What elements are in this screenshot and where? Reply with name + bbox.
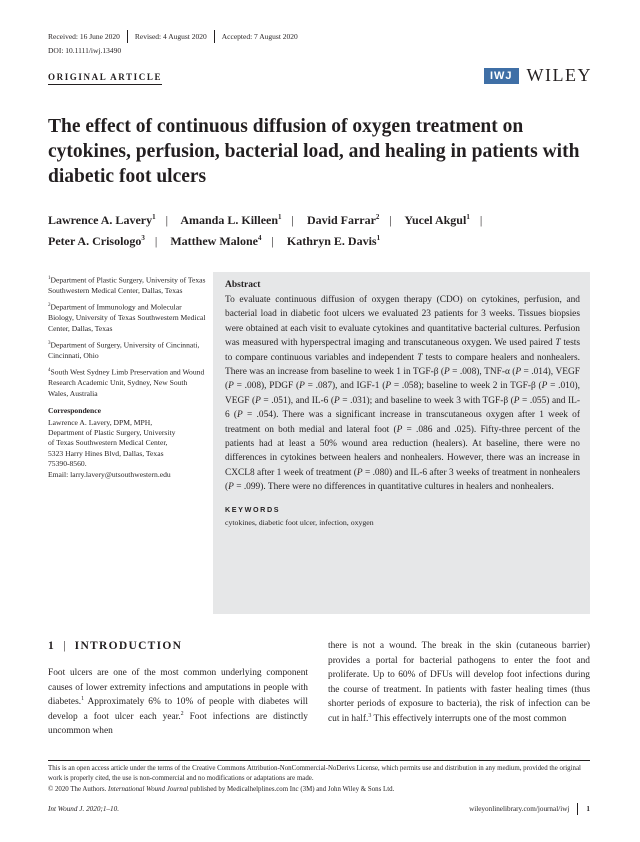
author-separator: |	[291, 213, 294, 227]
affiliation	[48, 339, 208, 361]
publisher-brand	[484, 65, 592, 86]
journal-name: International Wound Journal	[108, 785, 189, 793]
affiliation	[48, 366, 208, 399]
author-separator: |	[389, 213, 392, 227]
section-number: 1	[48, 640, 56, 652]
accepted-date: Accepted: 7 August 2020	[221, 31, 298, 41]
author-separator: |	[165, 213, 168, 227]
affiliation-number: 4	[48, 368, 51, 374]
keywords: cytokines, diabetic foot ulcer, infection, oxygen	[225, 517, 374, 527]
affiliation-list	[48, 274, 208, 399]
address-line: 75390-8560.	[48, 459, 87, 469]
divider	[577, 803, 578, 815]
affiliation-text: Department of Surgery, University of Cincinnati, Cincinnati, Ohio	[48, 340, 200, 361]
author-name: Peter A. Crisologo$^3$	[48, 234, 145, 248]
article-type: ORIGINAL ARTICLE	[48, 72, 162, 85]
author-affil-number: 1	[466, 213, 470, 221]
body-column-right: there is not a wound. The break in the skin (cutaneous barrier) provides a portal for bacterial pathogens to enter the foot and proliferate. Up to 60% of DFUs will develop foot infections during the course of treatment. In patients with faster healing times (thus shorter periods of exposure to bacteria), the risk of infection can be cut in half.$^3$ This effectively interrupts one of the most common	[328, 641, 590, 724]
address-line: 5323 Harry Hines Blvd, Dallas, Texas	[48, 448, 164, 458]
publisher-logo: WILEY	[526, 65, 592, 85]
affiliation	[48, 274, 208, 296]
affiliation-text: South West Sydney Limb Preservation and Wound Research Academic Unit, Sydney, New South Wales, Australia	[48, 367, 205, 398]
section-heading	[48, 640, 182, 652]
address-line: of Texas Southwestern Medical Center,	[48, 438, 168, 448]
page-number: 1	[586, 805, 590, 813]
divider: |	[63, 640, 67, 652]
author-separator: |	[154, 234, 158, 248]
body-column-left: Foot ulcers are one of the most common underlying component causes of lower extremity infections and amputations in people with diabetes.$^1$ Approximately 6% to 10% of people with diabetes will develop a foot ulcer each year.$^2$ Foot infections are distinctly uncommon when	[48, 668, 308, 737]
received-date: Received: 16 June 2020	[48, 31, 120, 41]
author-affil-number: 2	[375, 213, 380, 221]
author-affil-number: 1	[152, 213, 156, 221]
affiliation-text: Department of Plastic Surgery, University of Texas Southwestern Medical Center, Dallas, Texas	[48, 275, 206, 295]
affiliations	[48, 274, 208, 480]
copyright-prefix: © 2020 The Authors.	[48, 785, 109, 793]
revised-date: Revised: 4 August 2020	[134, 31, 207, 41]
address-line: Department of Plastic Surgery, University	[48, 428, 176, 437]
email[interactable]: Email: larry.lavery@utsouthwestern.edu	[48, 469, 171, 479]
author-name: Kathryn E. Davis$^1$	[286, 234, 381, 248]
address-line: Lawrence A. Lavery, DPM, MPH,	[48, 417, 153, 427]
journal-logo: IWJ	[484, 68, 519, 84]
abstract-heading: Abstract	[225, 280, 261, 290]
footer-right	[469, 803, 590, 815]
page-footer	[48, 803, 590, 815]
citation-ref: 2	[180, 710, 184, 717]
author-separator: |	[479, 213, 483, 227]
license-text: This is an open access article under the terms of the Creative Commons Attribution-NonCommercial-NoDerivs License, which permits use and distribution in any medium, provided the original work is properly cited, the use is non-commercial and no modifications or adaptations are made.	[48, 765, 581, 783]
correspondence-address	[48, 418, 208, 480]
abstract-text: To evaluate continuous diffusion of oxygen therapy (CDO) on cytokines, perfusion, and bacterial load in diabetic foot ulcers we evaluated 23 patients for 3 weeks. Tissues biopsies were obtained at each visit to evaluate cytokines and quantitative bacterial cultures. Perfusion was measured with hyperspectral imaging and transcutaneous oxygen. We used paired T tests to compare continuous variables and independent T tests to compare healers and nonhealers. There was an increase from baseline to week 1 in TGF-β (P = .008), TNF-α (P = .014), VEGF (P = .008), PDGF (P = .087), and IGF-1 (P = .058); baseline to week 2 in TGF-β (P = .010), VEGF (P = .051), and IL-6 (P = .031); and baseline to week 3 with TGF-β (P = .055) and IL-6 (P = .054). There was a significant increase in transcutaneous oxygen after 1 week of treatment on both medial and lateral foot (P = .086 and .025). Fifty-three percent of the patients had at least a 50% wound area reduction (healers). At baseline, there were no differences in cytokines between healers and nonhealers. However, there was an increase in CXCL8 after 1 week of treatment (P = .080) and IL-6 after 3 weeks of treatment in nonhealers (P = .099). There were no differences in quantitative cultures in healers and nonhealers.	[225, 295, 581, 493]
author-list	[48, 210, 600, 252]
affiliation-number: 3	[48, 341, 51, 347]
author-affil-number: 1	[278, 213, 282, 221]
license-note	[48, 760, 590, 795]
section-title: INTRODUCTION	[74, 640, 183, 652]
journal-url[interactable]: wileyonlinelibrary.com/journal/iwj	[469, 805, 570, 813]
author-name: Lawrence A. Lavery$^1$	[48, 213, 156, 227]
affiliation	[48, 301, 208, 334]
author-affil-number: 4	[257, 234, 262, 242]
author-name: Matthew Malone$^4$	[170, 234, 262, 248]
copyright-suffix: published by Medicalhelplines.com Inc (3M) and John Wiley & Sons Ltd.	[188, 785, 395, 793]
affiliation-text: Department of Immunology and Molecular Biology, University of Texas Southwestern Medical Center, Dallas, Texas	[48, 302, 206, 333]
doi[interactable]: DOI: 10.1111/iwj.13490	[48, 46, 122, 55]
affiliation-number: 2	[48, 303, 51, 309]
citation: Int Wound J. 2020;1–10.	[48, 805, 120, 813]
keywords-heading: KEYWORDS	[225, 504, 281, 514]
author-name: David Farrar$^2$	[306, 213, 380, 227]
copyright-line	[48, 785, 590, 795]
author-affil-number: 1	[376, 234, 381, 242]
author-separator: |	[271, 234, 274, 248]
paper-title: The effect of continuous diffusion of oxygen treatment on cytokines, perfusion, bacterial load, and healing in patients with diabetic foot ulcers	[48, 116, 580, 187]
affiliation-number: 1	[48, 276, 51, 281]
author-name: Amanda L. Killeen$^1$	[180, 213, 282, 227]
article-dates	[48, 30, 305, 43]
author-name: Yucel Akgul$^1$	[404, 213, 470, 227]
abstract-box	[213, 272, 590, 614]
citation-ref: 1	[81, 696, 85, 703]
correspondence-heading: Correspondence	[48, 406, 102, 416]
citation-ref: 3	[368, 712, 372, 719]
author-affil-number: 3	[141, 234, 145, 242]
